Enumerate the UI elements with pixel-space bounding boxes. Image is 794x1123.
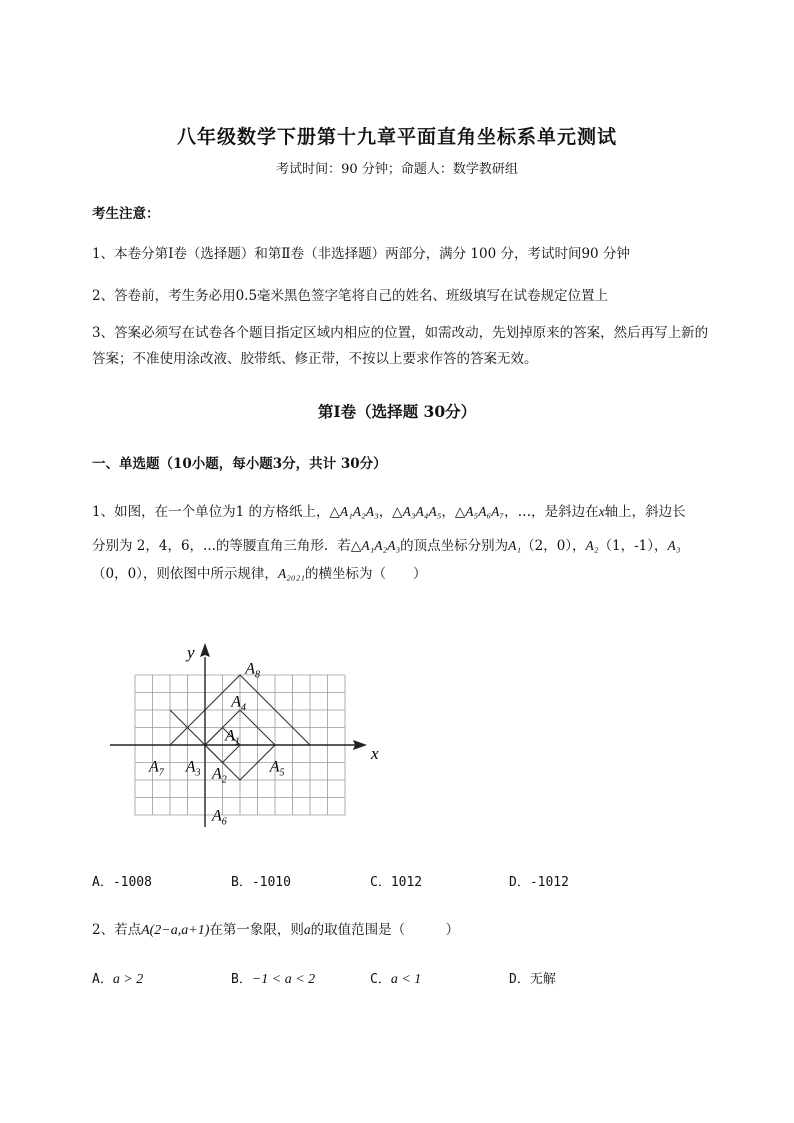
point-label-a2: $A_2$ <box>212 765 227 786</box>
point-label-a6: $A_6$ <box>212 807 227 828</box>
q1-point-a3: A₃ <box>667 538 681 553</box>
part-heading: 一、单选题（10小题，每小题3分，共计 30分） <box>92 456 387 472</box>
q1-text-b: ，…，是斜边在 <box>504 504 599 520</box>
point-labels <box>148 643 379 827</box>
q2-option-c-label: C． <box>370 972 391 987</box>
q1-line-2 <box>92 534 680 554</box>
q2-option-d[interactable] <box>509 968 556 987</box>
point-label-sub: 1 <box>234 736 240 748</box>
notice-heading: 考生注意： <box>92 206 160 222</box>
notice-item-3: 3、答案必须写在试卷各个题目指定区域内相应的位置，如需改动，先划掉原来的答案，然后再写上新的答案；不准使用涂改液、胶带纸、修正带，不按以上要求作答的答案无效。 <box>92 325 709 367</box>
point-label-a1: $A_1$ <box>225 727 240 748</box>
q2-suffix: 的取值范围是（ ） <box>310 922 460 938</box>
q1-triangle-3: A₅A₆A₇ <box>465 504 505 519</box>
q1-line-3 <box>92 562 426 582</box>
point-label-a8: $A_8$ <box>245 660 261 681</box>
q1-x-var: x <box>598 504 605 519</box>
y-axis-arrow <box>200 643 210 657</box>
q2-point: A(2−a,a+1) <box>141 923 210 938</box>
point-label-sub: 3 <box>195 767 201 779</box>
q2-option-a[interactable] <box>92 968 143 988</box>
q1-text-d: 分别为 2，4，6，...的等腰直角三角形．若△ <box>92 538 362 554</box>
point-label-sub: 8 <box>255 669 261 681</box>
q1-text-e: 的顶点坐标分别为 <box>400 538 509 554</box>
point-label-a5: $A_5$ <box>269 758 285 779</box>
q2-option-c-expr: a < 1 <box>390 972 422 987</box>
q1-point-a2: A₂ <box>585 538 599 553</box>
q1-option-c[interactable]: C．1012 <box>370 875 423 890</box>
q2-var: a <box>303 922 311 937</box>
point-label-sub: 5 <box>279 767 285 779</box>
point-label-sub: 6 <box>221 816 227 828</box>
q2-option-c[interactable] <box>370 968 421 988</box>
q1-sep-1: ，△ <box>378 504 403 520</box>
q1-text-a: 1、如图，在一个单位为1 的方格纸上，△ <box>92 504 340 520</box>
q1-text-c: 轴上，斜边长 <box>604 504 686 520</box>
y-axis-label: y <box>187 643 195 662</box>
q2-stem <box>92 918 459 939</box>
point-label-sub: 2 <box>221 774 227 786</box>
q2-option-d-label: D． <box>509 972 530 987</box>
notice-item-1: 1、本卷分第Ⅰ卷（选择题）和第Ⅱ卷（非选择题）两部分，满分 100 分，考试时间90 分钟 <box>92 246 630 262</box>
q2-option-b[interactable] <box>231 968 315 988</box>
exam-subtitle: 考试时间：90 分钟；命题人：数学教研组 <box>276 162 518 177</box>
point-label-a7: $A_7$ <box>149 758 164 779</box>
q2-prefix: 2、若点 <box>92 922 142 938</box>
q1-triangle-4: A₁A₂A₃ <box>361 538 401 553</box>
q1-coord-1: （2，0）， <box>521 538 586 554</box>
axes <box>110 643 367 827</box>
q1-text-g: 的横坐标为（ ） <box>304 566 427 582</box>
coordinate-figure <box>90 610 430 840</box>
notice-item-2: 2、答卷前，考生务必用0.5毫米黑色签字笔将自己的姓名、班级填写在试卷规定位置上 <box>92 288 609 304</box>
q2-middle: 在第一象限，则 <box>209 922 304 938</box>
q1-line-1 <box>92 500 686 520</box>
q1-triangle-2: A₃A₄A₅ <box>402 504 442 519</box>
point-label-sub: 7 <box>158 767 164 779</box>
q1-sep-2: ，△ <box>441 504 466 520</box>
q2-option-a-expr: a > 2 <box>112 972 144 987</box>
section-title: 第Ⅰ卷（选择题 30分） <box>317 402 477 421</box>
point-label-a4: $A_4$ <box>231 693 247 714</box>
q1-coord-2: （1，-1）， <box>598 538 668 554</box>
q2-option-d-expr: 无解 <box>529 972 556 987</box>
q1-triangle-1: A₁A₂A₃ <box>339 504 379 519</box>
q1-option-d[interactable]: D．-1012 <box>509 875 569 890</box>
q1-point-a1: A₁ <box>508 538 522 553</box>
exam-title: 八年级数学下册第十九章平面直角坐标系单元测试 <box>176 126 617 148</box>
x-axis-label: x <box>371 744 379 763</box>
point-label-sub: 4 <box>241 702 247 714</box>
q1-option-b[interactable]: B．-1010 <box>231 875 291 890</box>
q2-option-b-label: B． <box>231 972 252 987</box>
q1-text-f: （0，0），则依图中所示规律， <box>92 566 278 582</box>
q2-option-b-expr: −1 < a < 2 <box>251 972 316 987</box>
q1-point-a2021: A₂₀₂₁ <box>277 566 305 581</box>
q1-option-a[interactable]: A．-1008 <box>92 875 152 890</box>
point-label-a3: $A_3$ <box>185 758 201 779</box>
q2-option-a-label: A． <box>92 972 113 987</box>
x-axis-arrow <box>353 740 367 750</box>
